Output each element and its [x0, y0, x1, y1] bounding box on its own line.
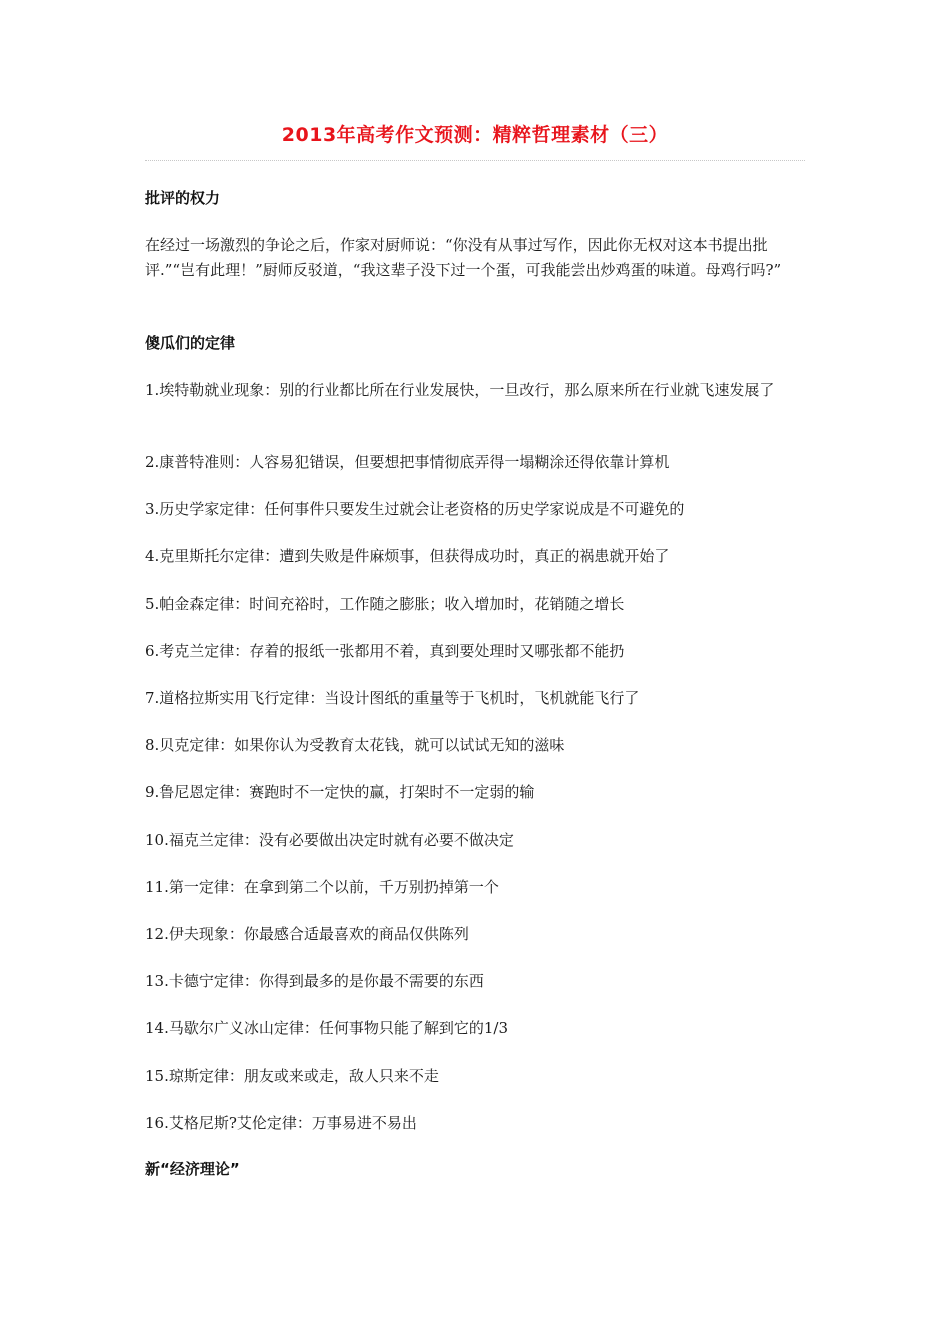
list-item: 1.埃特勒就业现象：别的行业都比所在行业发展快，一旦改行，那么原来所在行业就飞速发展了	[145, 381, 775, 399]
list-item: 13.卡德宁定律：你得到最多的是你最不需要的东西	[145, 972, 484, 990]
list-item: 4.克里斯托尔定律：遭到失败是件麻烦事，但获得成功时，真正的祸患就开始了	[145, 547, 670, 565]
list-item: 6.考克兰定律：存着的报纸一张都用不着，真到要处理时又哪张都不能扔	[145, 642, 625, 660]
list-item: 14.马歇尔广义冰山定律：任何事物只能了解到它的1/3	[145, 1019, 508, 1037]
list-item: 9.鲁尼恩定律：赛跑时不一定快的赢，打架时不一定弱的输	[145, 783, 535, 801]
section-heading-criticism: 批评的权力	[145, 189, 221, 207]
list-item: 7.道格拉斯实用飞行定律：当设计图纸的重量等于飞机时，飞机就能飞行了	[145, 689, 640, 707]
title-divider	[145, 160, 805, 161]
list-item: 15.琼斯定律：朋友或来或走，敌人只来不走	[145, 1067, 439, 1085]
list-item: 10.福克兰定律：没有必要做出决定时就有必要不做决定	[145, 831, 514, 849]
list-item: 16.艾格尼斯?艾伦定律：万事易进不易出	[145, 1114, 417, 1132]
list-item: 3.历史学家定律：任何事件只要发生过就会让老资格的历史学家说成是不可避免的	[145, 500, 685, 518]
document-title: 2013年高考作文预测：精粹哲理素材（三）	[281, 124, 669, 146]
list-item: 11.第一定律：在拿到第二个以前，千万别扔掉第一个	[145, 878, 499, 896]
section-heading-fools-laws: 傻瓜们的定律	[145, 334, 236, 352]
section-paragraph-criticism: 在经过一场激烈的争论之后，作家对厨师说：“你没有从事过写作，因此你无权对这本书提出批评.”“岂有此理！”厨师反驳道，“我这辈子没下过一个蛋，可我能尝出炒鸡蛋的味道。母鸡行吗?”	[145, 236, 782, 279]
list-item: 2.康普特准则：人容易犯错误，但要想把事情彻底弄得一塌糊涂还得依靠计算机	[145, 453, 670, 471]
section-heading-economic-theory: 新“经济理论”	[145, 1160, 240, 1178]
list-item: 12.伊夫现象：你最感合适最喜欢的商品仅供陈列	[145, 925, 469, 943]
list-item: 5.帕金森定律：时间充裕时，工作随之膨胀；收入增加时，花销随之增长	[145, 595, 625, 613]
list-item: 8.贝克定律：如果你认为受教育太花钱，就可以试试无知的滋味	[145, 736, 565, 754]
